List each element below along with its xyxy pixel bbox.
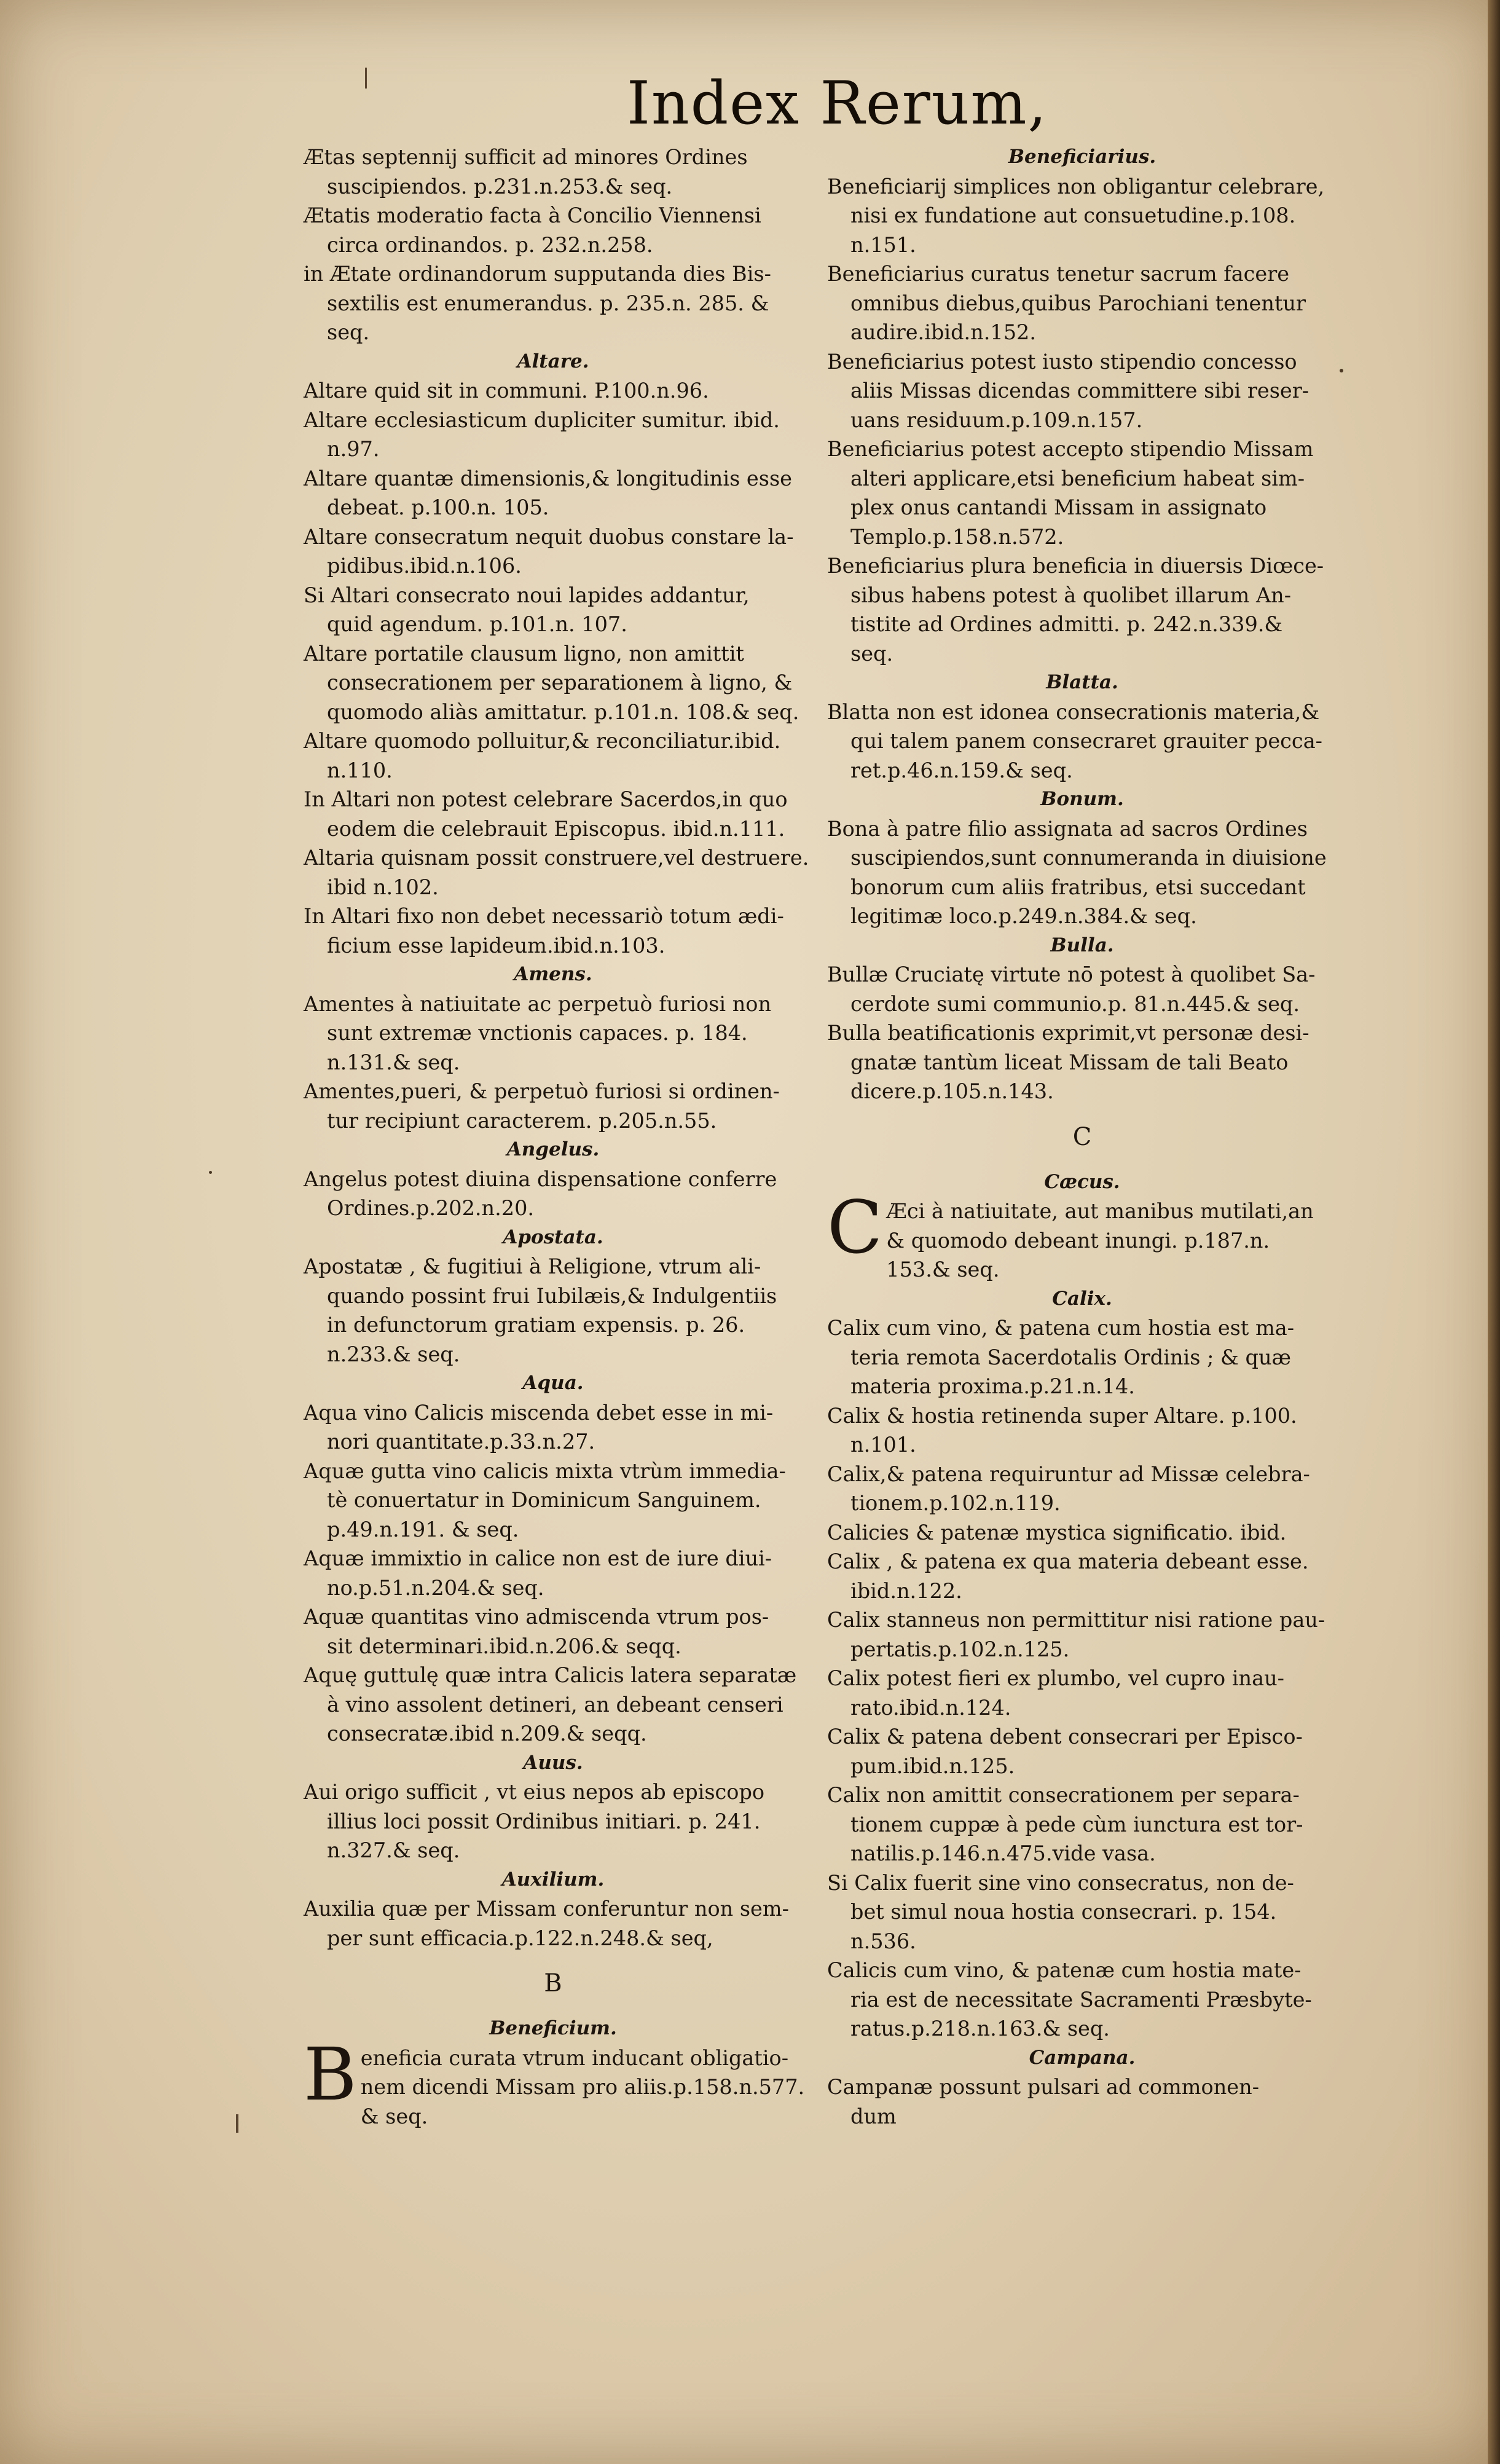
index-heading: Beneficiarius. [1008,146,1156,168]
index-entry [304,843,809,902]
index-entry [827,259,1337,347]
index-heading: Cæcus. [1044,1170,1120,1193]
entry-line: Calix potest fieri ex plumbo, vel cupro inau- [827,1666,1284,1690]
index-entry [827,551,1337,668]
entry-line: uans residuum.p.109.n.157. [850,407,1143,432]
entry-line: In Altari fixo non debet necessariò totum ædi- [304,904,784,928]
entry-line: quomodo aliàs amittatur. p.101.n. 108.& seq. [327,699,799,724]
index-entry [304,1165,803,1223]
entry-line: quid agendum. p.101.n. 107. [327,612,627,636]
entry-line: sit determinari.ibid.n.206.& seqq. [327,1634,681,1658]
index-entry [827,1185,1337,1285]
index-entry [304,1777,803,1865]
index-entry [304,201,803,259]
entry-line: à vino assolent detineri, an debeant censeri [327,1692,783,1717]
entry-line: seq. [850,641,893,666]
entry-line: Beneficiarius potest iusto stipendio concesso [827,349,1297,374]
entry-line: nori quantitate.p.33.n.27. [327,1430,595,1454]
drop-cap: B [304,2031,357,2117]
entry-line: Bona à patre filio assignata ad sacros Ordines [827,816,1308,841]
entry-line: Calix & patena debent consecrari per Episco- [827,1725,1303,1749]
entry-line: aliis Missas dicendas committere sibi reser- [850,379,1310,403]
entry-line: plex onus cantandi Missam in assignato [850,495,1267,519]
entry-line: nisi ex fundatione aut consuetudine.p.108. [850,203,1296,227]
index-entry [827,1401,1337,1460]
entry-line: Angelus potest diuina dispensatione conferre [304,1167,777,1191]
index-entry [304,376,803,406]
entry-line: per sunt efficacia.p.122.n.248.& seq, [327,1926,713,1950]
entry-line: sunt extremæ vnctionis capaces. p. 184. [327,1021,748,1045]
drop-cap: C [827,1185,883,1270]
entry-line: tè conuertatur in Dominicum Sanguinem. [327,1488,761,1512]
index-entry [827,1518,1337,1548]
index-entry [827,960,1337,1018]
entry-line: Aquę guttulę quæ intra Calicis latera separatæ [304,1663,797,1687]
entry-line: Altare quantæ dimensionis,& longitudinis esse [304,466,792,490]
index-entry [827,1781,1337,1868]
entry-line: n.536. [850,1929,916,1953]
entry-line: dum [850,2104,897,2128]
index-entry [827,1018,1337,1106]
entry-line: pum.ibid.n.125. [850,1754,1015,1778]
entry-line: n.110. [327,758,393,782]
entry-line: no.p.51.n.204.& seq. [327,1575,544,1600]
index-entry [827,1722,1337,1781]
index-entry [304,1398,803,1457]
entry-line: materia proxima.p.21.n.14. [850,1374,1135,1398]
index-heading: Aqua. [522,1372,584,1394]
page-title: Index Rerum, [627,69,1048,138]
entry-line: circa ordinandos. p. 232.n.258. [327,232,653,257]
entry-line: illius loci possit Ordinibus initiari. p. 241. [327,1809,761,1833]
entry-line: alteri applicare,etsi beneficium habeat sim- [850,466,1305,490]
index-entry [304,1457,803,1545]
index-heading: Bonum. [1040,788,1124,810]
entry-line: sextilis est enumerandus. p. 235.n. 285. & [327,291,769,315]
entry-line: Amentes à natiuitate ac perpetuò furiosi non [304,991,772,1016]
left-column [304,143,809,2131]
entry-line: Altare portatile clausum ligno, non amittit [304,641,744,666]
entry-line: Campanæ possunt pulsari ad commonen- [827,2075,1260,2099]
entry-line: Ætas septennij sufficit ad minores Ordines [304,145,748,169]
index-entry [304,639,803,727]
index-entry [304,726,803,785]
entry-line: tur recipiunt caracterem. p.205.n.55. [327,1108,717,1133]
entry-line: Blatta non est idonea consecrationis materia,& [827,699,1320,724]
entry-line: Altare ecclesiasticum dupliciter sumitur. ibid. [304,407,780,432]
entry-line: tionem.p.102.n.119. [850,1491,1061,1515]
entry-line: nem dicendi Missam pro aliis.p.158.n.577. [360,2075,805,2099]
entry-line: Altare quid sit in communi. P.100.n.96. [304,379,709,403]
entry-line: Calix stanneus non permittitur nisi ratione pau- [827,1608,1325,1632]
entry-line: Calix,& patena requiruntur ad Missæ celebra- [827,1462,1310,1486]
index-entry [304,1252,803,1369]
entry-line: n.101. [850,1433,916,1457]
entry-line: teria remota Sacerdotalis Ordinis ; & quæ [850,1345,1292,1369]
ink-speck [1340,369,1343,372]
entry-line: Si Altari consecrato noui lapides addantur, [304,583,750,607]
index-entry [304,522,803,581]
entry-line: dicere.p.105.n.143. [850,1079,1054,1103]
margin-mark-left [236,2114,238,2133]
entry-line: ficium esse lapideum.ibid.n.103. [327,933,666,958]
entry-line: audire.ibid.n.152. [850,320,1036,344]
entry-line: consecrationem per separationem à ligno, & [327,671,793,695]
index-entry [304,143,803,201]
entry-line: Altare quomodo polluitur,& reconciliatur.ibid. [304,729,781,753]
index-heading: Calix. [1052,1287,1112,1310]
index-heading: Auus. [523,1751,583,1774]
index-entry [304,1077,803,1135]
entry-line: p.49.n.191. & seq. [327,1517,519,1541]
entry-line: quando possint frui Iubilæis,& Indulgentiis [327,1283,777,1308]
index-heading: Blatta. [1046,671,1118,693]
entry-line: bet simul noua hostia consecrari. p. 154. [850,1900,1277,1924]
entry-line: gnatæ tantùm liceat Missam de tali Beato [850,1050,1289,1074]
entry-line: natilis.p.146.n.475.vide vasa. [850,1841,1156,1865]
entry-line: Beneficiarius curatus tenetur sacrum facere [827,262,1290,286]
entry-line: legitimæ loco.p.249.n.384.& seq. [850,904,1197,928]
index-entry [827,698,1337,785]
entry-line: ratus.p.218.n.163.& seq. [850,2017,1110,2041]
entry-line: Altaria quisnam possit construere,vel destruere. [304,846,809,870]
entry-line: eodem die celebrauit Episcopus. ibid.n.111. [327,816,785,841]
index-entry [304,581,803,639]
index-entry [304,1661,803,1749]
entry-line: tistite ad Ordines admitti. p. 242.n.339.& [850,612,1283,636]
entry-line: omnibus diebus,quibus Parochiani tenentur [850,291,1306,315]
entry-line: in Ætate ordinandorum supputanda dies Bis- [304,262,771,286]
entry-line: sibus habens potest à quolibet illarum An- [850,583,1292,607]
section-letter: B [544,1969,562,1998]
ink-speck [209,1171,212,1174]
entry-line: pidibus.ibid.n.106. [327,554,522,578]
entry-line: debeat. p.100.n. 105. [327,495,549,519]
entry-line: n.327.& seq. [327,1838,460,1862]
index-entry [304,1894,803,1953]
entry-line: suscipiendos. p.231.n.253.& seq. [327,174,673,199]
index-entry [304,902,803,960]
index-entry [304,464,803,522]
entry-line: Beneficiarius potest accepto stipendio Missam [827,437,1314,461]
entry-line: ria est de necessitate Sacramenti Præsbyte- [850,1987,1312,2012]
entry-line: Beneficiarij simplices non obligantur celebrare, [827,174,1325,199]
index-heading: Bulla. [1050,934,1114,956]
index-heading: Altare. [517,350,589,372]
index-entry [304,406,803,464]
entry-line: Ordines.p.202.n.20. [327,1196,535,1220]
entry-line: Auxilia quæ per Missam conferuntur non sem- [304,1897,789,1921]
entry-line: Aqua vino Calicis miscenda debet esse in mi- [304,1400,774,1425]
entry-line: consecratæ.ibid n.209.& seqq. [327,1722,647,1746]
entry-line: In Altari non potest celebrare Sacerdos,in quo [304,787,788,811]
entry-line: Amentes,pueri, & perpetuò furiosi si ordinen- [304,1079,780,1103]
index-entry [304,1602,803,1661]
entry-line: Calicis cum vino, & patenæ cum hostia mate- [827,1958,1302,1982]
entry-line: suscipiendos,sunt connumeranda in diuisione [850,846,1327,870]
index-heading: Auxilium. [501,1868,605,1891]
entry-line: Calix cum vino, & patena cum hostia est ma- [827,1316,1295,1340]
index-entry [827,1664,1337,1722]
index-entry [827,1956,1337,2044]
index-heading: Campana. [1029,2046,1136,2069]
index-entry [827,435,1337,551]
entry-line: Si Calix fuerit sine vino consecratus, non de- [827,1870,1294,1895]
index-heading: Beneficium. [489,2017,617,2039]
entry-line: Aui origo sufficit , vt eius nepos ab episcopo [304,1780,765,1804]
index-entry [304,785,803,843]
entry-line: Ætatis moderatio facta à Concilio Viennensi [304,203,761,227]
index-entry [827,2072,1337,2131]
index-entry [827,1547,1337,1605]
index-heading: Apostata. [503,1226,603,1248]
entry-line: Calix non amittit consecrationem per separa- [827,1783,1300,1807]
index-heading: Amens. [514,963,592,985]
index-entry [304,259,803,347]
index-heading: Angelus. [506,1138,600,1160]
index-entry [827,1460,1337,1518]
entry-line: n.97. [327,437,380,461]
margin-mark-top [365,68,367,89]
index-entry [827,172,1337,260]
entry-line: n.233.& seq. [327,1342,460,1366]
entry-line: Calicies & patenæ mystica significatio. ibid. [827,1520,1287,1545]
entry-line: bonorum cum aliis fratribus, etsi succedant [850,875,1306,899]
entry-line: Aquæ immixtio in calice non est de iure diui- [304,1546,772,1570]
entry-line: cerdote sumi communio.p. 81.n.445.& seq. [850,991,1300,1016]
right-column [827,143,1337,2131]
section-letter: C [1072,1122,1092,1151]
index-entry [827,1868,1337,1956]
entry-line: Bullæ Cruciatę virtute nō potest à quolibet Sa- [827,962,1316,986]
entry-line: & quomodo debeant inungi. p.187.n. [886,1228,1270,1253]
index-entry [827,814,1337,931]
entry-line: n.151. [850,232,916,257]
entry-line: 153.& seq. [886,1258,1000,1281]
entry-line: ret.p.46.n.159.& seq. [850,758,1073,782]
entry-line: eneficia curata vtrum inducant obligatio- [360,2045,789,2070]
entry-line: Aquæ quantitas vino admiscenda vtrum pos- [304,1605,769,1629]
entry-line: ibid n.102. [327,875,439,899]
index-entry [304,2031,805,2131]
entry-line: Beneficiarius plura beneficia in diuersis Diœce- [827,554,1324,578]
index-entry [827,1313,1337,1401]
entry-line: seq. [327,320,370,344]
entry-line: pertatis.p.102.n.125. [850,1637,1070,1661]
entry-line: in defunctorum gratiam expensis. p. 26. [327,1313,745,1337]
index-entry [827,1605,1337,1664]
index-entry [304,990,803,1077]
entry-line: Templo.p.158.n.572. [850,524,1064,549]
page-edge-shadow [1488,0,1500,2464]
index-entry [827,347,1337,435]
index-entry [304,1544,803,1602]
entry-line: & seq. [360,2104,428,2128]
entry-line: Æci à natiuitate, aut manibus mutilati,an [886,1199,1314,1223]
entry-line: tionem cuppæ à pede cùm iunctura est tor- [850,1812,1303,1836]
entry-line: Calix , & patena ex qua materia debeant esse. [827,1549,1309,1573]
entry-line: rato.ibid.n.124. [850,1695,1011,1720]
entry-line: Bulla beatificationis exprimit,vt personæ desi- [827,1021,1310,1045]
entry-line: ibid.n.122. [850,1578,962,1603]
entry-line: n.131.& seq. [327,1050,460,1074]
entry-line: Altare consecratum nequit duobus constare la- [304,524,794,549]
entry-line: Calix & hostia retinenda super Altare. p.100. [827,1403,1297,1428]
entry-line: Aquæ gutta vino calicis mixta vtrùm immedia- [304,1458,786,1483]
entry-line: qui talem panem consecraret grauiter pecca- [850,729,1322,753]
entry-line: Apostatæ , & fugitiui à Religione, vtrum ali- [304,1254,761,1278]
